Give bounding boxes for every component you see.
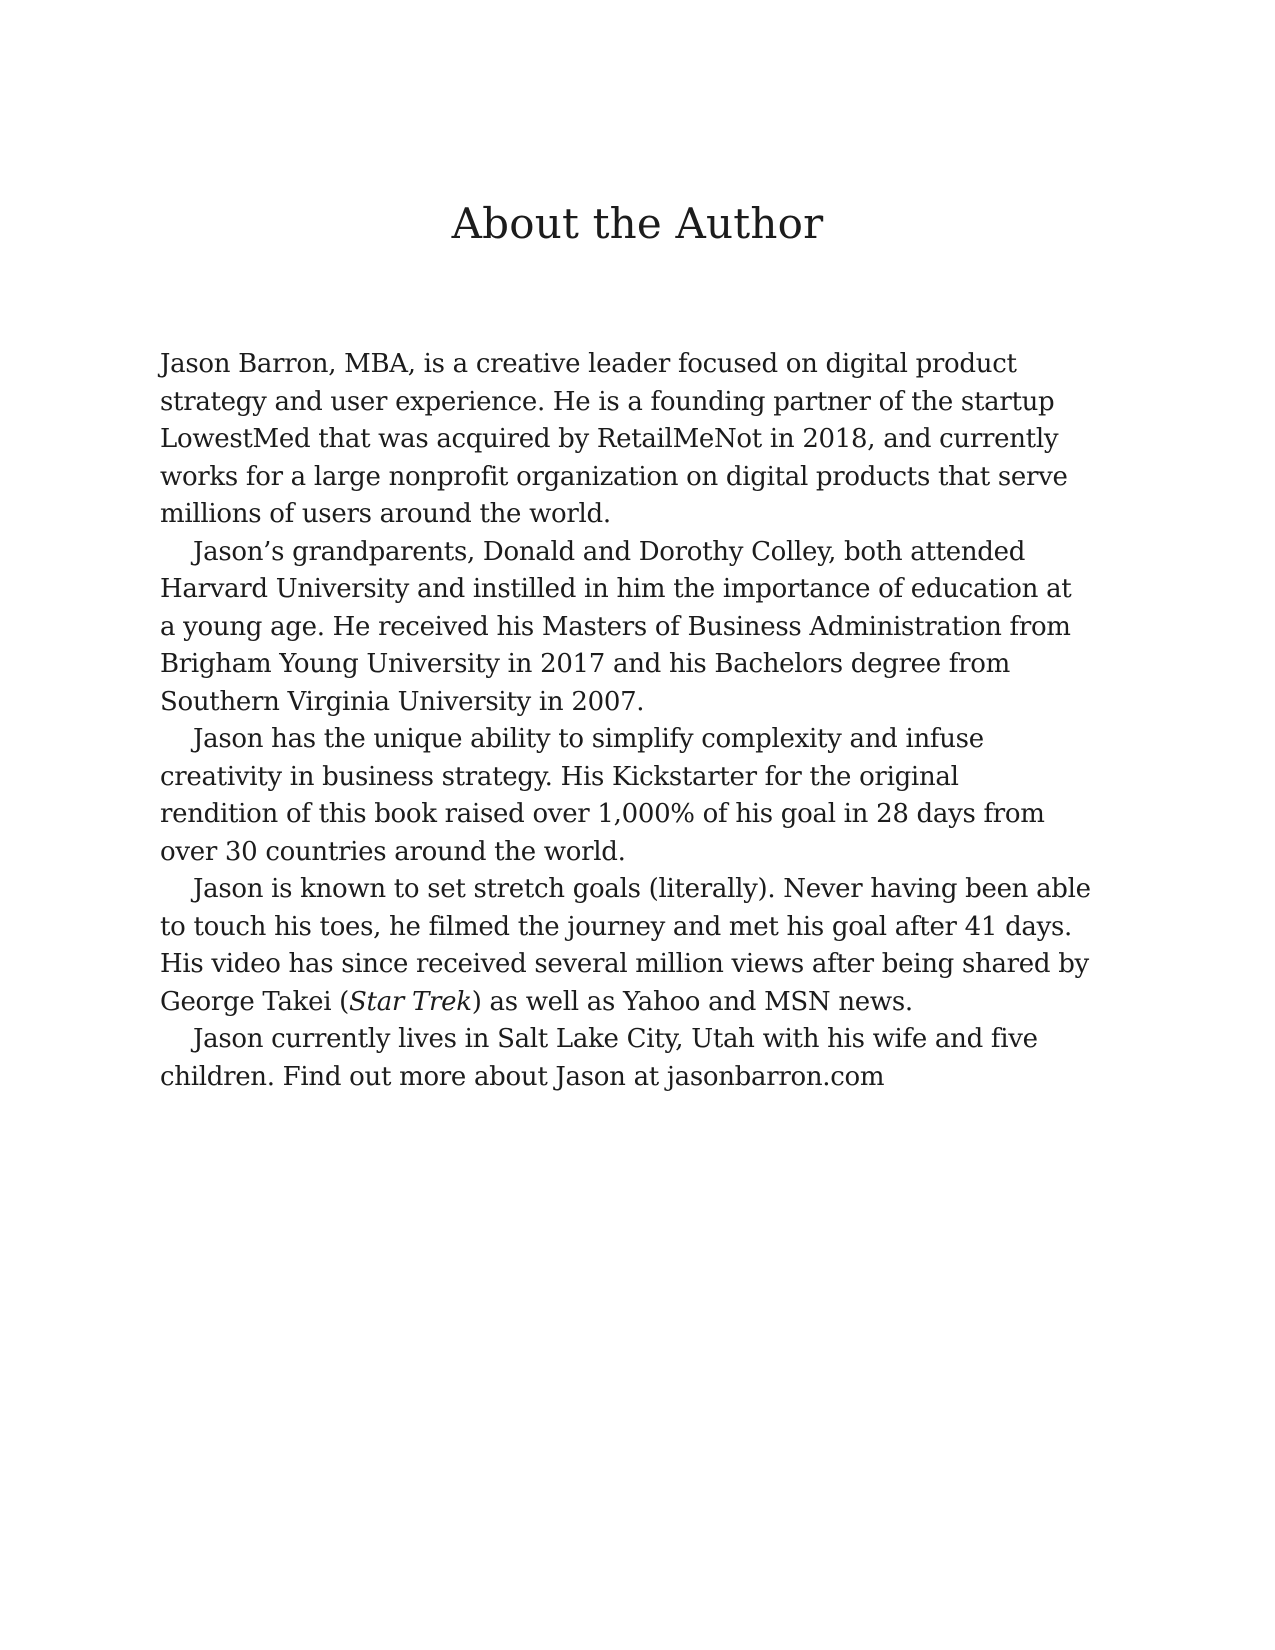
show-title: Star Trek	[349, 986, 472, 1017]
bio-text: George Takei (	[160, 986, 350, 1017]
bio-line: Brigham Young University in 2017 and his Bachelors degree from	[160, 649, 1010, 679]
bio-line: His video has since received several million views after being shared by	[160, 949, 1089, 979]
page-title: About the Author	[451, 199, 824, 248]
bio-line: rendition of this book raised over 1,000% of his goal in 28 days from	[160, 799, 1045, 829]
bio-line: Harvard University and instilled in him the importance of education at	[160, 574, 1072, 604]
bio-line: works for a large nonprofit organization on digital products that serve	[160, 461, 1068, 492]
bio-line-with-title	[160, 984, 1120, 1022]
bio-line: a young age. He received his Masters of Business Administration from	[160, 611, 1071, 642]
bio-line: children. Find out more about Jason at jasonbarron.com	[160, 1061, 885, 1092]
bio-line: over 30 countries around the world.	[160, 836, 626, 867]
bio-line: Southern Virginia University in 2007.	[160, 686, 645, 717]
bio-line: Jason’s grandparents, Donald and Dorothy Colley, both attended	[193, 536, 1026, 567]
bio-line: Jason is known to set stretch goals (literally). Never having been able	[193, 874, 1091, 904]
bio-line: strategy and user experience. He is a founding partner of the startup	[160, 386, 1055, 417]
author-bio	[160, 346, 1120, 1096]
bio-line: Jason has the unique ability to simplify complexity and infuse	[193, 724, 984, 754]
bio-line: Jason Barron, MBA, is a creative leader focused on digital product	[160, 349, 1017, 379]
bio-line: creativity in business strategy. His Kickstarter for the original	[160, 761, 959, 792]
bio-line: LowestMed that was acquired by RetailMeNot in 2018, and currently	[160, 424, 1059, 454]
bio-line: to touch his toes, he filmed the journey and met his goal after 41 days.	[160, 911, 1073, 942]
bio-text: ) as well as Yahoo and MSN news.	[471, 986, 913, 1017]
bio-line: millions of users around the world.	[160, 499, 611, 529]
bio-line: Jason currently lives in Salt Lake City, Utah with his wife and five	[193, 1024, 1038, 1054]
